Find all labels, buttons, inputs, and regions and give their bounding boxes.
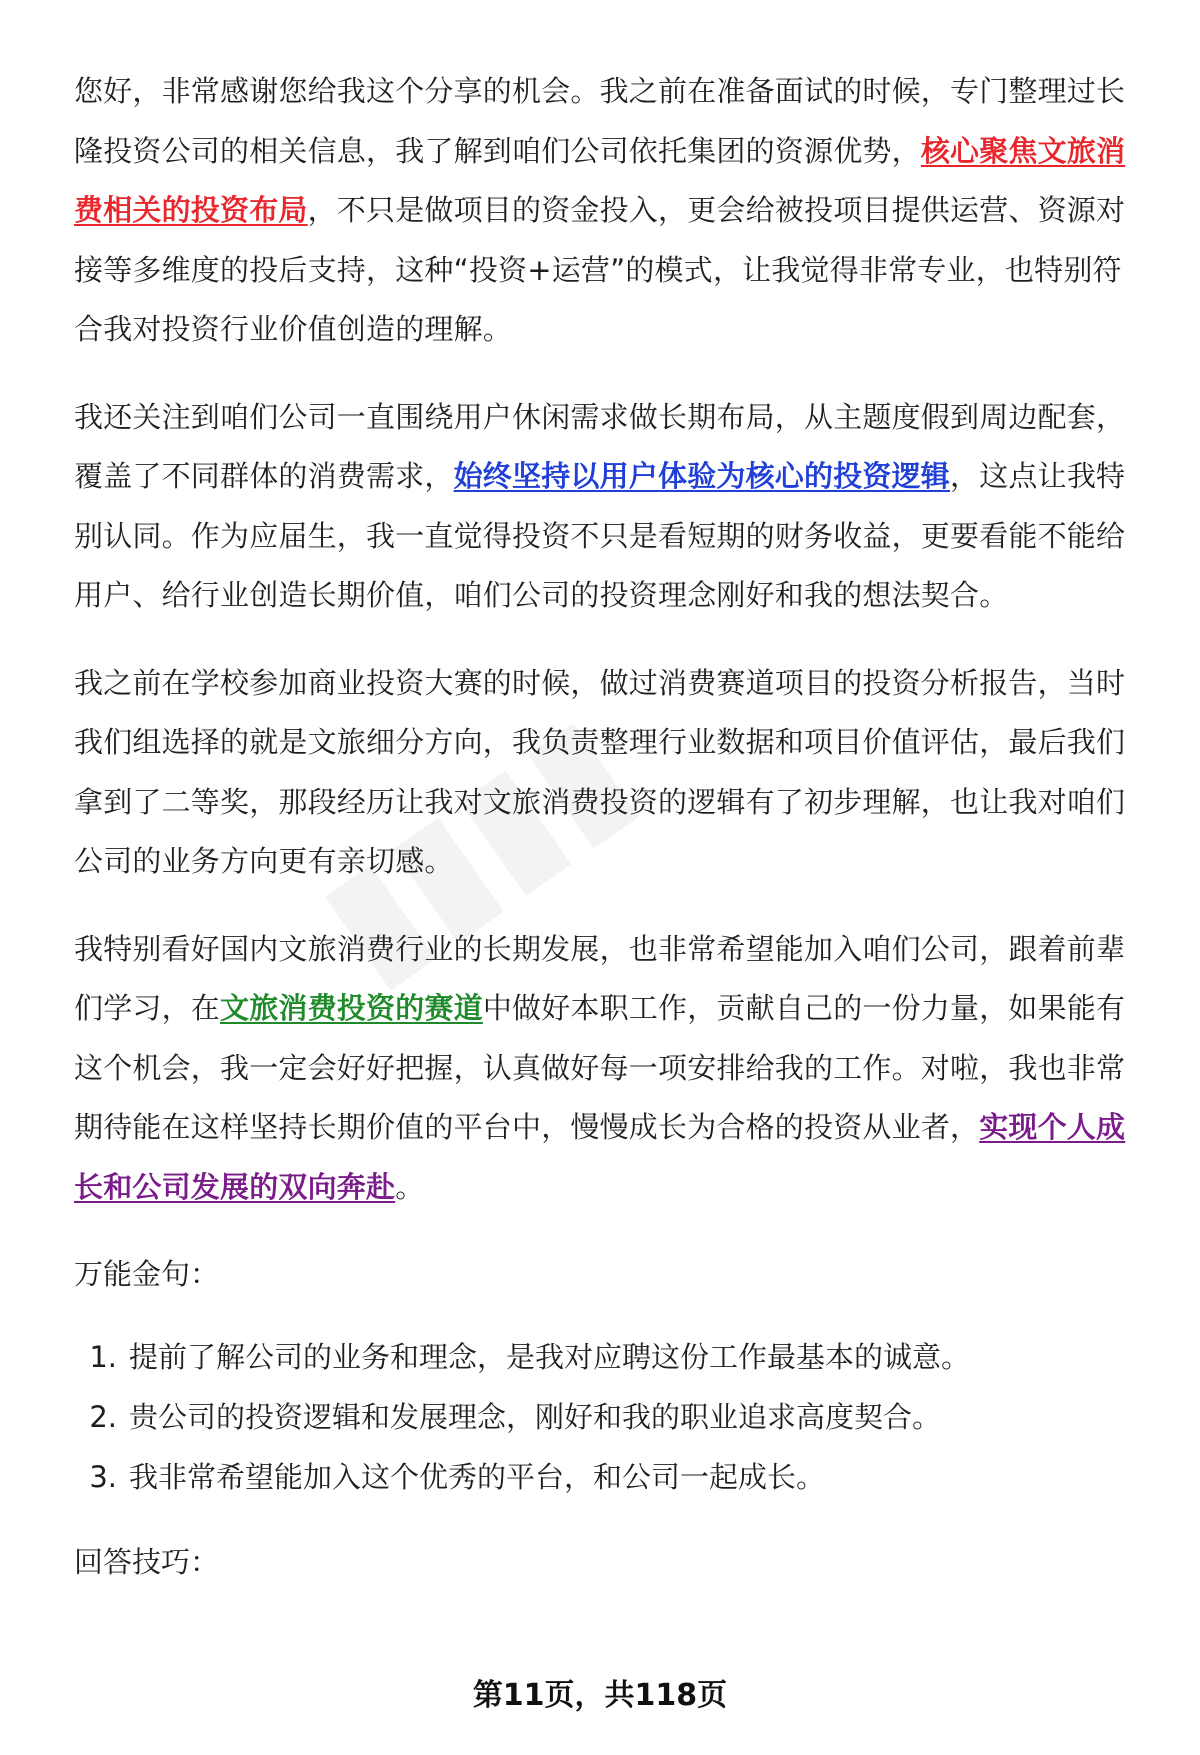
paragraph-2 — [74, 388, 1149, 626]
paragraph-4 — [74, 920, 1149, 1218]
highlight-green: 文旅消费投资的赛道 — [220, 991, 483, 1025]
paragraph-text: ，不只是做项目的资金投入，更会给被投项目提供运营、资源对接等多维度的投后支持，这种“投资+运营”的模式，让我觉得非常专业，也特别符合我对投资行业价值创造的理解。 — [74, 193, 1126, 346]
list-item — [74, 1387, 1149, 1447]
document-body — [74, 62, 1149, 1614]
list-text: 贵公司的投资逻辑和发展理念，刚好和我的职业追求高度契合。 — [129, 1399, 942, 1434]
paragraph-text: 。 — [395, 1169, 425, 1204]
highlight-blue: 始终坚持以用户体验为核心的投资逻辑 — [453, 459, 951, 493]
paragraph-text: 我还关注到咱们公司一直围绕用户休闲需求做长期布局，从主题度假到周边配套，覆盖了不同群体的消费需求， — [74, 399, 1126, 493]
list-number: 1. — [89, 1339, 117, 1374]
list-text: 我非常希望能加入这个优秀的平台，和公司一起成长。 — [129, 1459, 826, 1494]
page-footer: 第11页，共118页 — [472, 1678, 728, 1713]
paragraph-text: 我特别看好国内文旅消费行业的长期发展，也非常希望能加入咱们公司，跟着前辈们学习，在 — [74, 931, 1126, 1025]
list-item — [74, 1327, 1149, 1387]
list-text: 提前了解公司的业务和理念，是我对应聘这份工作最基本的诚意。 — [129, 1339, 971, 1374]
list-number: 3. — [89, 1459, 117, 1494]
paragraph-1 — [74, 62, 1149, 360]
paragraph-text: ，这点让我特别认同。作为应届生，我一直觉得投资不只是看短期的财务收益，更要看能不能给用户、给行业创造长期价值，咱们公司的投资理念刚好和我的想法契合。 — [74, 459, 1126, 612]
list-item — [74, 1447, 1149, 1507]
golden-sentences-label: 万能金句： — [74, 1257, 220, 1291]
paragraph-3 — [74, 654, 1149, 892]
tips-label: 回答技巧： — [74, 1544, 220, 1579]
paragraph-text: 中做好本职工作，贡献自己的一份力量，如果能有这个机会，我一定会好好把握，认真做好每一项安排给我的工作。对啦，我也非常期待能在这样坚持长期价值的平台中，慢慢成长为合格的投资从业者， — [74, 991, 1126, 1144]
paragraph-text: 您好，非常感谢您给我这个分享的机会。我之前在准备面试的时候，专门整理过长隆投资公司的相关信息，我了解到咱们公司依托集团的资源优势， — [74, 74, 1126, 168]
highlight-red: 核心聚焦文旅消费相关的投资布局 — [74, 133, 1126, 227]
golden-sentences-list — [74, 1327, 1149, 1507]
list-number: 2. — [89, 1399, 117, 1434]
highlight-purple: 实现个人成长和公司发展的双向奔赴 — [74, 1110, 1126, 1204]
paragraph-text: 我之前在学校参加商业投资大赛的时候，做过消费赛道项目的投资分析报告，当时我们组选择的就是文旅细分方向，我负责整理行业数据和项目价值评估，最后我们拿到了二等奖，那段经历让我对文旅消费投资的逻辑有了初步理解，也让我对咱们公司的业务方向更有亲切感。 — [74, 665, 1126, 878]
